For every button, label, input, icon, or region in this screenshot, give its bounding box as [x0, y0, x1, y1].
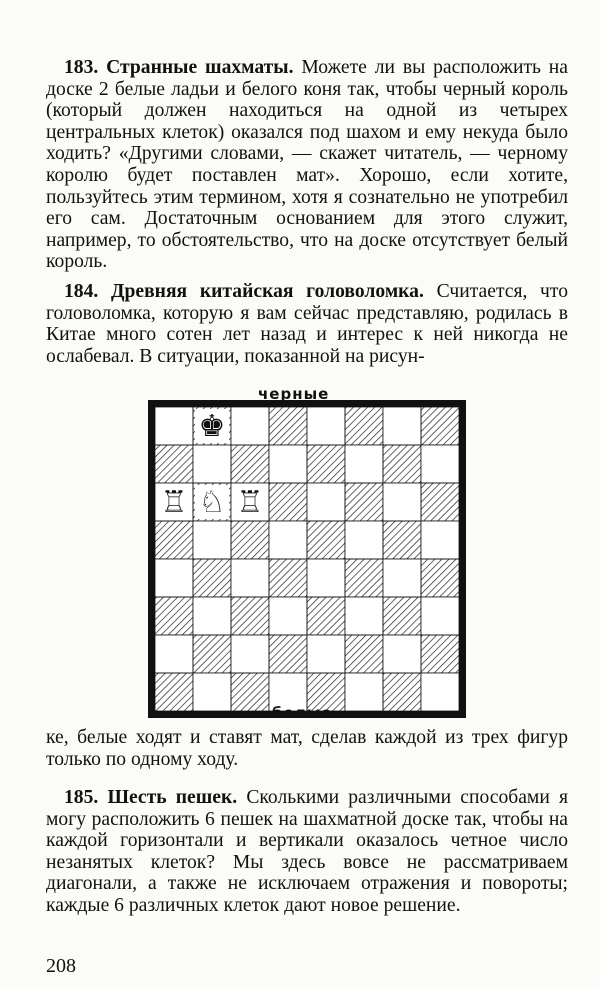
white-rook-right-piece: ♖ — [236, 485, 264, 520]
board-square — [193, 673, 231, 711]
board-square — [307, 597, 345, 635]
board-square — [269, 407, 307, 445]
board-square — [155, 407, 193, 445]
board-square — [307, 483, 345, 521]
board-square — [269, 521, 307, 559]
board-square — [345, 445, 383, 483]
white-knight-piece: ♘ — [198, 485, 226, 520]
board-square — [345, 407, 383, 445]
white-rook-left-piece: ♖ — [160, 485, 188, 520]
board-square — [155, 635, 193, 673]
board-square — [345, 483, 383, 521]
board-square — [269, 559, 307, 597]
board-square — [231, 407, 269, 445]
board-square — [231, 521, 269, 559]
section-184-title: 184. Древняя китайская головоломка. — [64, 281, 424, 302]
board-square — [421, 407, 459, 445]
section-183-title: 183. Странные шахматы. — [64, 57, 294, 78]
section-185-title: 185. Шесть пешек. — [64, 787, 238, 808]
board-square — [307, 521, 345, 559]
board-square — [269, 445, 307, 483]
board-square — [345, 673, 383, 711]
board-square — [421, 635, 459, 673]
board-square — [421, 483, 459, 521]
board-square — [345, 597, 383, 635]
board-label-black: черные — [258, 385, 330, 403]
section-183-body: Можете ли вы расположить на доске 2 белые ладьи и белого коня так, чтобы черный король (который должен находиться на одной из четырех центральных клеток) оказался под шахом и ему некуда было ходить? «Другими словами, — скажет читатель, — черному королю будет поставлен мат». Хорошо, если хотите, пользуйтесь этим термином, хотя я сознательно не употребил его сам. Достаточным основанием для этого служит, например, то обстоятельство, что на доске отсутствует белый король. — [46, 57, 568, 273]
section-185-body: Сколькими различными способами я могу расположить 6 пешек на шахматной доске так, чтобы на каждой горизонтали и вертикали оказалось четное число незанятых клеток? Мы здесь вовсе не рассматриваем диагонали, а также не исключаем отражения и повороты; каждые 6 различных клеток дают новое решение. — [46, 787, 568, 916]
section-183 — [46, 57, 568, 273]
board-square — [193, 559, 231, 597]
board-square — [307, 407, 345, 445]
board-square — [345, 521, 383, 559]
board-square — [383, 407, 421, 445]
board-square — [307, 559, 345, 597]
chessboard-figure — [148, 400, 466, 718]
page-number: 208 — [46, 955, 76, 977]
board-square — [421, 673, 459, 711]
board-square — [383, 635, 421, 673]
board-square — [345, 559, 383, 597]
board-square — [421, 445, 459, 483]
board-square — [421, 559, 459, 597]
board-square — [231, 635, 269, 673]
black-king-piece: ♚ — [198, 409, 226, 444]
board-square — [231, 597, 269, 635]
board-square — [155, 559, 193, 597]
section-185 — [46, 787, 568, 917]
board-square — [155, 597, 193, 635]
section-184-continuation: ке, белые ходят и ставят мат, сделав каждой из трех фигур только по одному ходу. — [46, 727, 568, 770]
board-square — [155, 673, 193, 711]
board-square — [421, 597, 459, 635]
board-square — [383, 445, 421, 483]
board-square — [269, 597, 307, 635]
board-square — [269, 483, 307, 521]
board-square — [193, 445, 231, 483]
board-square — [307, 635, 345, 673]
board-square — [155, 445, 193, 483]
board-square — [383, 521, 421, 559]
board-square — [383, 483, 421, 521]
board-square — [193, 597, 231, 635]
board-square — [269, 635, 307, 673]
board-square — [345, 635, 383, 673]
chessboard — [148, 400, 466, 718]
section-184 — [46, 281, 568, 367]
board-square — [231, 673, 269, 711]
board-label-white: белые — [272, 704, 333, 722]
board-square — [193, 521, 231, 559]
section-184-body: Считается, что головоломка, которую я вам сейчас представляю, родилась в Китае много сотен лет назад и интерес к ней никогда не ослабевал. В ситуации, показанной на рисун- — [46, 281, 569, 367]
board-square — [193, 635, 231, 673]
board-square — [155, 521, 193, 559]
board-square — [383, 597, 421, 635]
board-square — [383, 559, 421, 597]
board-square — [307, 445, 345, 483]
board-square — [383, 673, 421, 711]
board-square — [421, 521, 459, 559]
board-square — [231, 445, 269, 483]
board-square — [231, 559, 269, 597]
